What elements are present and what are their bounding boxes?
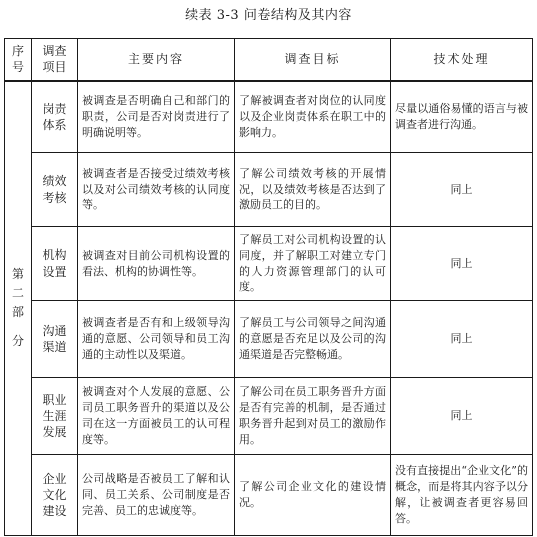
item-name-line: 企业 [42,471,67,486]
goal-cell: 了解员工对公司机构设置的认同度，并了解职工对建立专门的人力资源管理部门的认可度。 [235,227,391,301]
table-row [5,81,533,153]
header-content: 主要内容 [78,39,235,81]
content-cell: 被调查对目前公司机构设置的看法、机构的协调性等。 [78,227,235,301]
item-name-cell [32,81,78,153]
header-tech: 技术处理 [391,39,533,81]
item-name-line: 考核 [42,190,67,205]
item-name-line: 发展 [42,425,67,440]
item-name-line: 岗责 [42,101,67,116]
table-row [5,153,533,227]
item-name-cell [32,153,78,227]
content-cell: 被调查者是否接受过绩效考核以及对公司绩效考核的认同度等。 [78,153,235,227]
tech-cell: 尽量以通俗易懂的语言与被调查者进行沟通。 [391,81,533,153]
header-item-line-1: 调查 [42,44,67,59]
goal-cell: 了解公司在员工职务晋升方面是否有完善的机制，是否通过职务晋升起到对员工的激励作用。 [235,378,391,455]
header-row [5,39,533,81]
table-row [5,227,533,301]
table-body [5,81,533,536]
goal-cell: 了解公司绩效考核的开展情况，以及绩效考核是否达到了激励员工的目的。 [235,153,391,227]
section-label-char: 部 [11,305,24,320]
tech-cell: 同上 [391,301,533,378]
header-seq [5,39,32,81]
header-seq-line-1: 序 [11,44,24,59]
goal-cell: 了解被调查者对岗位的认同度以及企业岗责体系在职工中的影响力。 [235,81,391,153]
survey-structure-table [4,38,533,536]
item-name-line: 绩效 [42,174,67,189]
header-item-line-2: 项目 [42,60,67,75]
item-name-line: 沟通 [42,323,67,338]
item-name-line: 职业 [42,392,67,407]
tech-cell: 同上 [391,378,533,455]
header-item [32,39,78,81]
item-name-line: 生涯 [42,408,67,423]
section-label-char: 二 [11,286,24,301]
section-label-char: 第 [11,266,24,281]
table-row [5,378,533,455]
item-name-cell [32,455,78,536]
header-goal: 调查目标 [235,39,391,81]
tech-cell: 同上 [391,153,533,227]
content-cell: 被调查者是否有和上级领导沟通的意愿、公司领导和员工沟通的主动性以及渠道。 [78,301,235,378]
tech-cell: 没有直接提出“企业文化”的概念，而是将其内容予以分解，让被调查者更容易回答。 [391,455,533,536]
item-name-line: 体系 [42,117,67,132]
item-name-line: 渠道 [42,340,67,354]
table-row [5,455,533,536]
goal-cell: 了解公司企业文化的建设情况。 [235,455,391,536]
content-cell: 被调查是否明确自己和部门的职责，公司是否对岗责进行了明确说明等。 [78,81,235,153]
item-name-line: 文化 [42,487,67,502]
table-row [5,301,533,378]
goal-cell: 了解员工与公司领导之间沟通的意愿是否充足以及公司的沟通渠道是否完整畅通。 [235,301,391,378]
content-cell: 公司战略是否被员工了解和认同、员工关系、公司制度是否完善、员工的忠诚度等。 [78,455,235,536]
item-name-line: 机构 [42,248,67,263]
item-name-cell [32,301,78,378]
item-name-line: 建设 [42,504,67,519]
header-seq-line-2: 号 [11,60,24,75]
section-label-char: 分 [11,334,24,349]
item-name-line: 设置 [42,264,67,279]
table-caption: 续表 3-3 问卷结构及其内容 [185,8,352,23]
table-header [5,39,533,81]
section-label [5,81,32,536]
item-name-cell [32,227,78,301]
tech-cell: 同上 [391,227,533,301]
content-cell: 被调查对个人发展的意愿、公司员工职务晋升的渠道以及公司在这一方面被员工的认可程度等。 [78,378,235,455]
item-name-cell [32,378,78,455]
